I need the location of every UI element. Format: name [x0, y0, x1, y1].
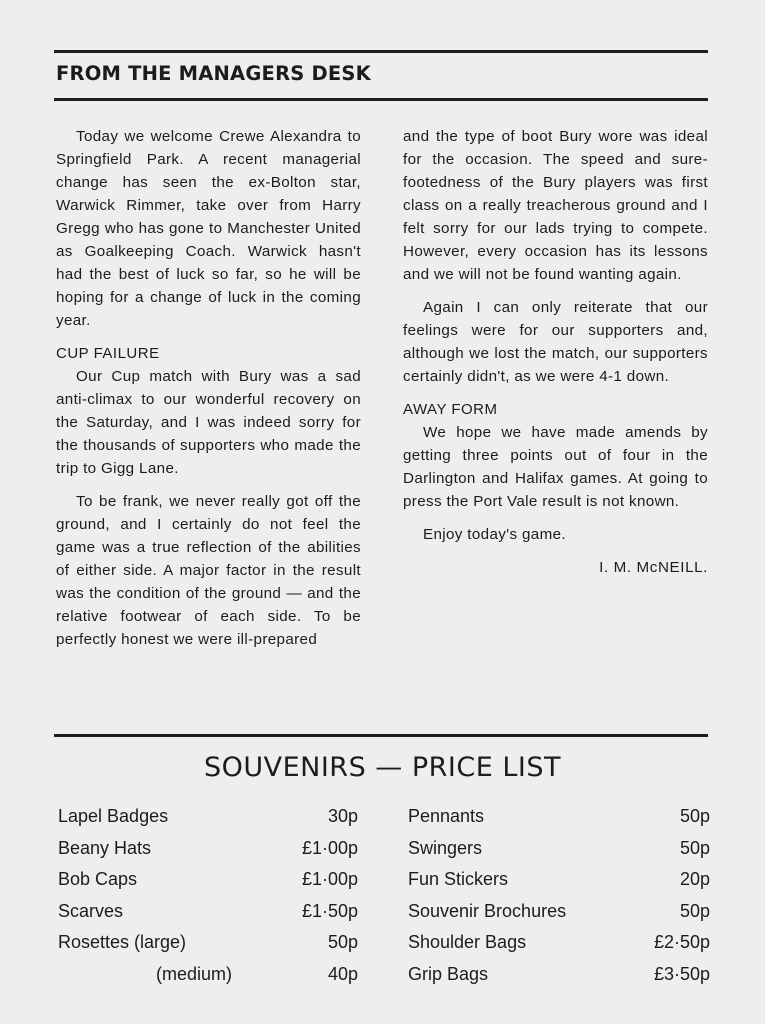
price-row [408, 865, 710, 897]
price-row [58, 928, 358, 960]
item-name: Fun Stickers [408, 869, 509, 890]
item-price: 20p [679, 869, 710, 890]
price-row [58, 834, 358, 866]
item-price: 50p [327, 932, 358, 953]
closing-line: Enjoy today's game. [423, 526, 566, 543]
item-price: £3·50p [653, 963, 710, 984]
price-row [58, 865, 358, 897]
item-price: £1·00p [301, 869, 358, 890]
price-list-right [408, 802, 710, 992]
article-paragraph: Today we welcome Crewe Alexandra to Springfield Park. A recent managerial change has seen the ex-Bolton star, Warwick Rimmer, take over from Harry Gregg who has gone to Manchester United as Goalkeeping Coach. Warwick hasn't had the best of luck so far, so he will be hoping for a change of luck in the coming year. [56, 128, 361, 329]
price-divider-rule [54, 734, 708, 737]
item-price: 50p [679, 900, 710, 921]
subheading-cup-failure: CUP FAILURE [56, 345, 160, 362]
item-name: Shoulder Bags [408, 932, 527, 953]
price-row [408, 928, 710, 960]
item-name: Rosettes (large) [58, 932, 187, 953]
price-row [408, 897, 710, 929]
article-paragraph: We hope we have made amends by getting three points out of four in the Darlington and Halifax games. At going to press the Port Vale result is not known. [403, 424, 708, 510]
article-paragraph: Our Cup match with Bury was a sad anti-climax to our wonderful recovery on the Saturday, and I was indeed sorry for the thousands of supporters who made the trip to Gigg Lane. [56, 368, 361, 477]
item-price: £1·50p [301, 900, 358, 921]
item-price: £2·50p [653, 932, 710, 953]
item-price: £1·00p [301, 837, 358, 858]
price-row [58, 960, 358, 992]
item-name: Lapel Badges [58, 806, 169, 826]
price-list-left [58, 802, 358, 992]
top-rule [54, 50, 708, 53]
item-price: 40p [327, 963, 358, 984]
item-name: Beany Hats [58, 837, 152, 858]
price-row [408, 802, 710, 834]
heading-underline [54, 98, 708, 101]
price-list-title: SOUVENIRS — PRICE LIST [203, 752, 562, 783]
section-heading: FROM THE MANAGERS DESK [56, 62, 371, 85]
item-name: Swingers [408, 837, 483, 858]
price-row [58, 802, 358, 834]
item-name: Souvenir Brochures [408, 900, 567, 921]
item-name: Grip Bags [408, 963, 489, 984]
item-price: 50p [679, 837, 710, 858]
price-row [58, 897, 358, 929]
article-right-column [403, 125, 708, 579]
subheading-away-form: AWAY FORM [403, 401, 498, 418]
item-price: 30p [327, 806, 358, 826]
price-row [408, 834, 710, 866]
signature: I. M. McNEILL. [599, 559, 708, 576]
item-name: Pennants [408, 806, 485, 826]
item-price: 50p [679, 806, 710, 826]
item-name: Bob Caps [58, 869, 138, 890]
price-row [408, 960, 710, 992]
article-paragraph: Again I can only reiterate that our feelings were for our supporters and, although we lost the match, our supporters certainly didn't, as we were 4-1 down. [403, 299, 708, 385]
article-paragraph: To be frank, we never really got off the ground, and I certainly do not feel the game was a true reflection of the abilities of either side. A major factor in the result was the condition of the ground — and the relative footwear of each side. To be perfectly honest we were ill-prepared [56, 493, 361, 648]
article-paragraph: and the type of boot Bury wore was ideal for the occasion. The speed and sure-footedness of the Bury players was first class on a really treacherous ground and I felt sorry for our lads trying to compete. However, every occasion has its lessons and we will not be found wanting again. [403, 128, 708, 283]
article-left-column [56, 125, 361, 661]
item-name: (medium) [156, 963, 233, 984]
item-name: Scarves [58, 900, 124, 921]
